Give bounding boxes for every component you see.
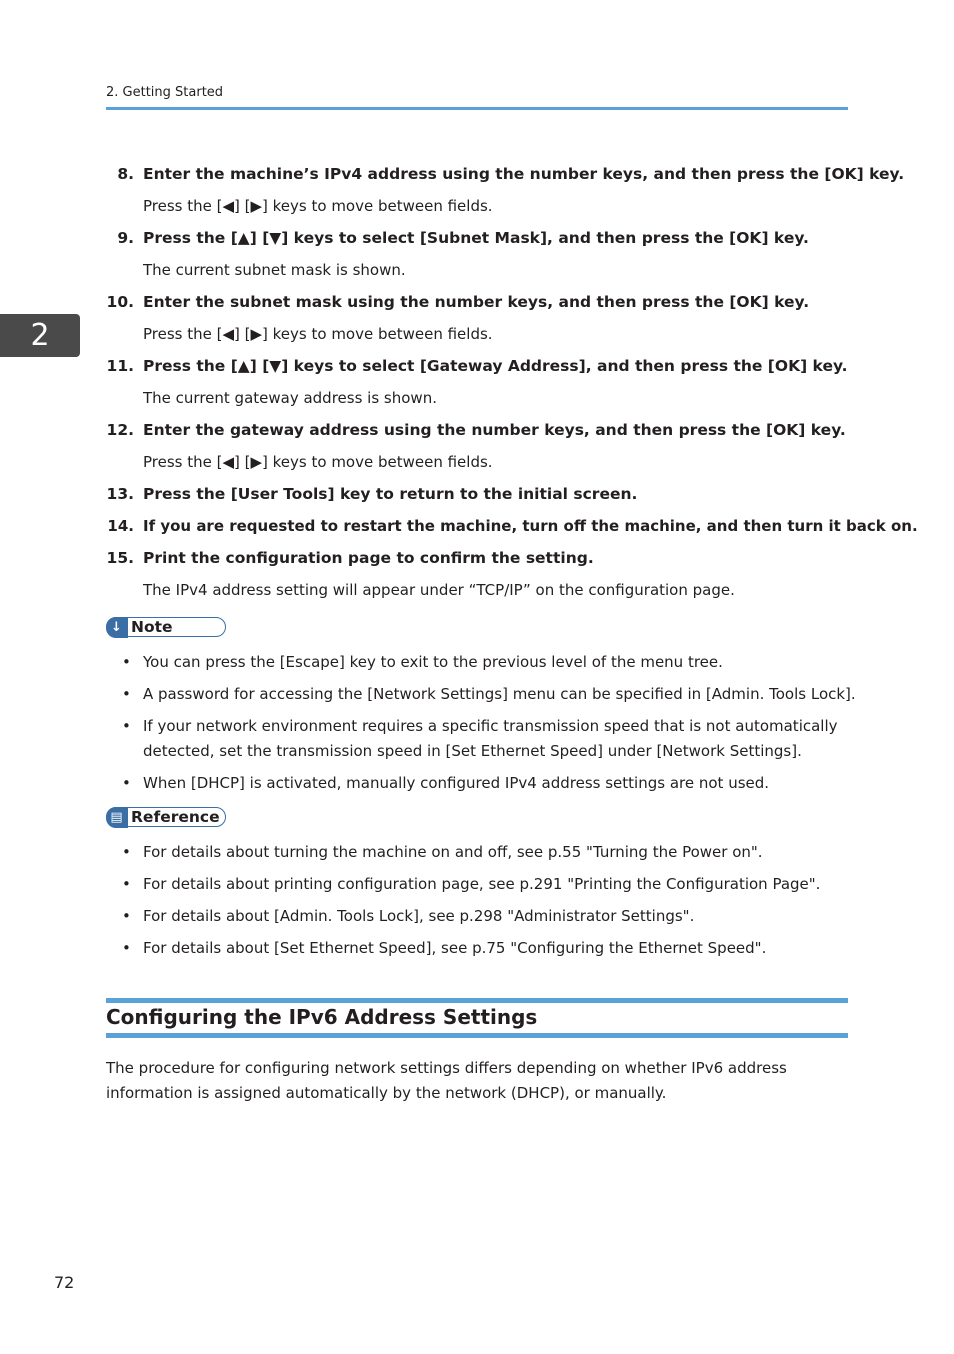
note-list bbox=[106, 650, 856, 803]
step-number: 9. bbox=[117, 229, 134, 247]
list-item: • You can press the [Escape] key to exit to the previous level of the menu tree. bbox=[122, 653, 723, 671]
list-item: • For details about [Admin. Tools Lock], see p.298 "Administrator Settings". bbox=[122, 907, 695, 925]
step-description: The current gateway address is shown. bbox=[143, 389, 437, 407]
list-item: • For details about [Set Ethernet Speed], see p.75 "Configuring the Ethernet Speed". bbox=[122, 939, 767, 957]
step-number: 11. bbox=[106, 357, 134, 375]
step-12 bbox=[106, 419, 856, 473]
page-number: 72 bbox=[54, 1273, 75, 1292]
step-14 bbox=[106, 515, 918, 537]
step-title: Enter the subnet mask using the number keys, and then press the [OK] key. bbox=[143, 293, 810, 311]
step-11 bbox=[106, 355, 856, 409]
list-item: • For details about turning the machine on and off, see p.55 "Turning the Power on". bbox=[122, 843, 763, 861]
step-title: Press the [User Tools] key to return to the initial screen. bbox=[143, 485, 638, 503]
step-number: 10. bbox=[106, 293, 134, 311]
list-item: • When [DHCP] is activated, manually configured IPv4 address settings are not used. bbox=[122, 774, 770, 792]
chapter-tab: 2 bbox=[0, 314, 80, 357]
step-description: Press the [◀] [▶] keys to move between fields. bbox=[143, 325, 493, 343]
step-title: Enter the gateway address using the number keys, and then press the [OK] key. bbox=[143, 421, 846, 439]
step-number: 12. bbox=[106, 421, 134, 439]
step-description: The current subnet mask is shown. bbox=[143, 261, 406, 279]
section-rule-top bbox=[106, 998, 848, 1003]
step-description: The IPv4 address setting will appear under “TCP/IP” on the configuration page. bbox=[143, 581, 735, 599]
book-icon: ▤ bbox=[106, 807, 128, 828]
step-title: If you are requested to restart the machine, turn off the machine, and then turn it back on. bbox=[143, 517, 918, 535]
step-13 bbox=[106, 483, 856, 505]
list-item: • For details about printing configuration page, see p.291 "Printing the Configuration Page". bbox=[122, 875, 821, 893]
step-number: 14. bbox=[107, 517, 134, 535]
step-number: 15. bbox=[106, 549, 134, 567]
running-head: 2. Getting Started bbox=[106, 85, 224, 100]
down-arrow-icon: ↓ bbox=[106, 617, 128, 638]
step-description: Press the [◀] [▶] keys to move between fields. bbox=[143, 453, 493, 471]
step-title: Enter the machine’s IPv4 address using the number keys, and then press the [OK] key. bbox=[143, 165, 905, 183]
step-title: Press the [▲] [▼] keys to select [Subnet Mask], and then press the [OK] key. bbox=[143, 229, 809, 247]
list-item: • If your network environment requires a specific transmission speed that is not automatically detected, set the transmission speed in [Set Ethernet Speed] under [Network Settings]. bbox=[122, 717, 838, 760]
step-description: Press the [◀] [▶] keys to move between fields. bbox=[143, 197, 493, 215]
procedure-steps bbox=[106, 163, 918, 601]
step-title: Press the [▲] [▼] keys to select [Gateway Address], and then press the [OK] key. bbox=[143, 357, 848, 375]
step-10 bbox=[106, 291, 856, 345]
step-number: 8. bbox=[117, 165, 134, 183]
step-9 bbox=[106, 227, 856, 281]
step-8 bbox=[106, 163, 905, 217]
reference-label: ▤ Reference bbox=[106, 807, 226, 827]
note-label: ↓ Note bbox=[106, 617, 226, 637]
section-title: Configuring the IPv6 Address Settings bbox=[106, 1005, 538, 1029]
section-rule-bottom bbox=[106, 1033, 848, 1038]
reference-list bbox=[106, 840, 856, 968]
step-15 bbox=[106, 547, 856, 601]
step-number: 13. bbox=[106, 485, 134, 503]
header-rule bbox=[106, 107, 848, 110]
step-title: Print the configuration page to confirm the setting. bbox=[143, 549, 594, 567]
list-item: • A password for accessing the [Network Settings] menu can be specified in [Admin. Tools Lock]. bbox=[122, 685, 856, 703]
section-body: The procedure for configuring network settings differs depending on whether IPv6 address information is assigned automatically by the network (DHCP), or manually. bbox=[106, 1059, 787, 1102]
